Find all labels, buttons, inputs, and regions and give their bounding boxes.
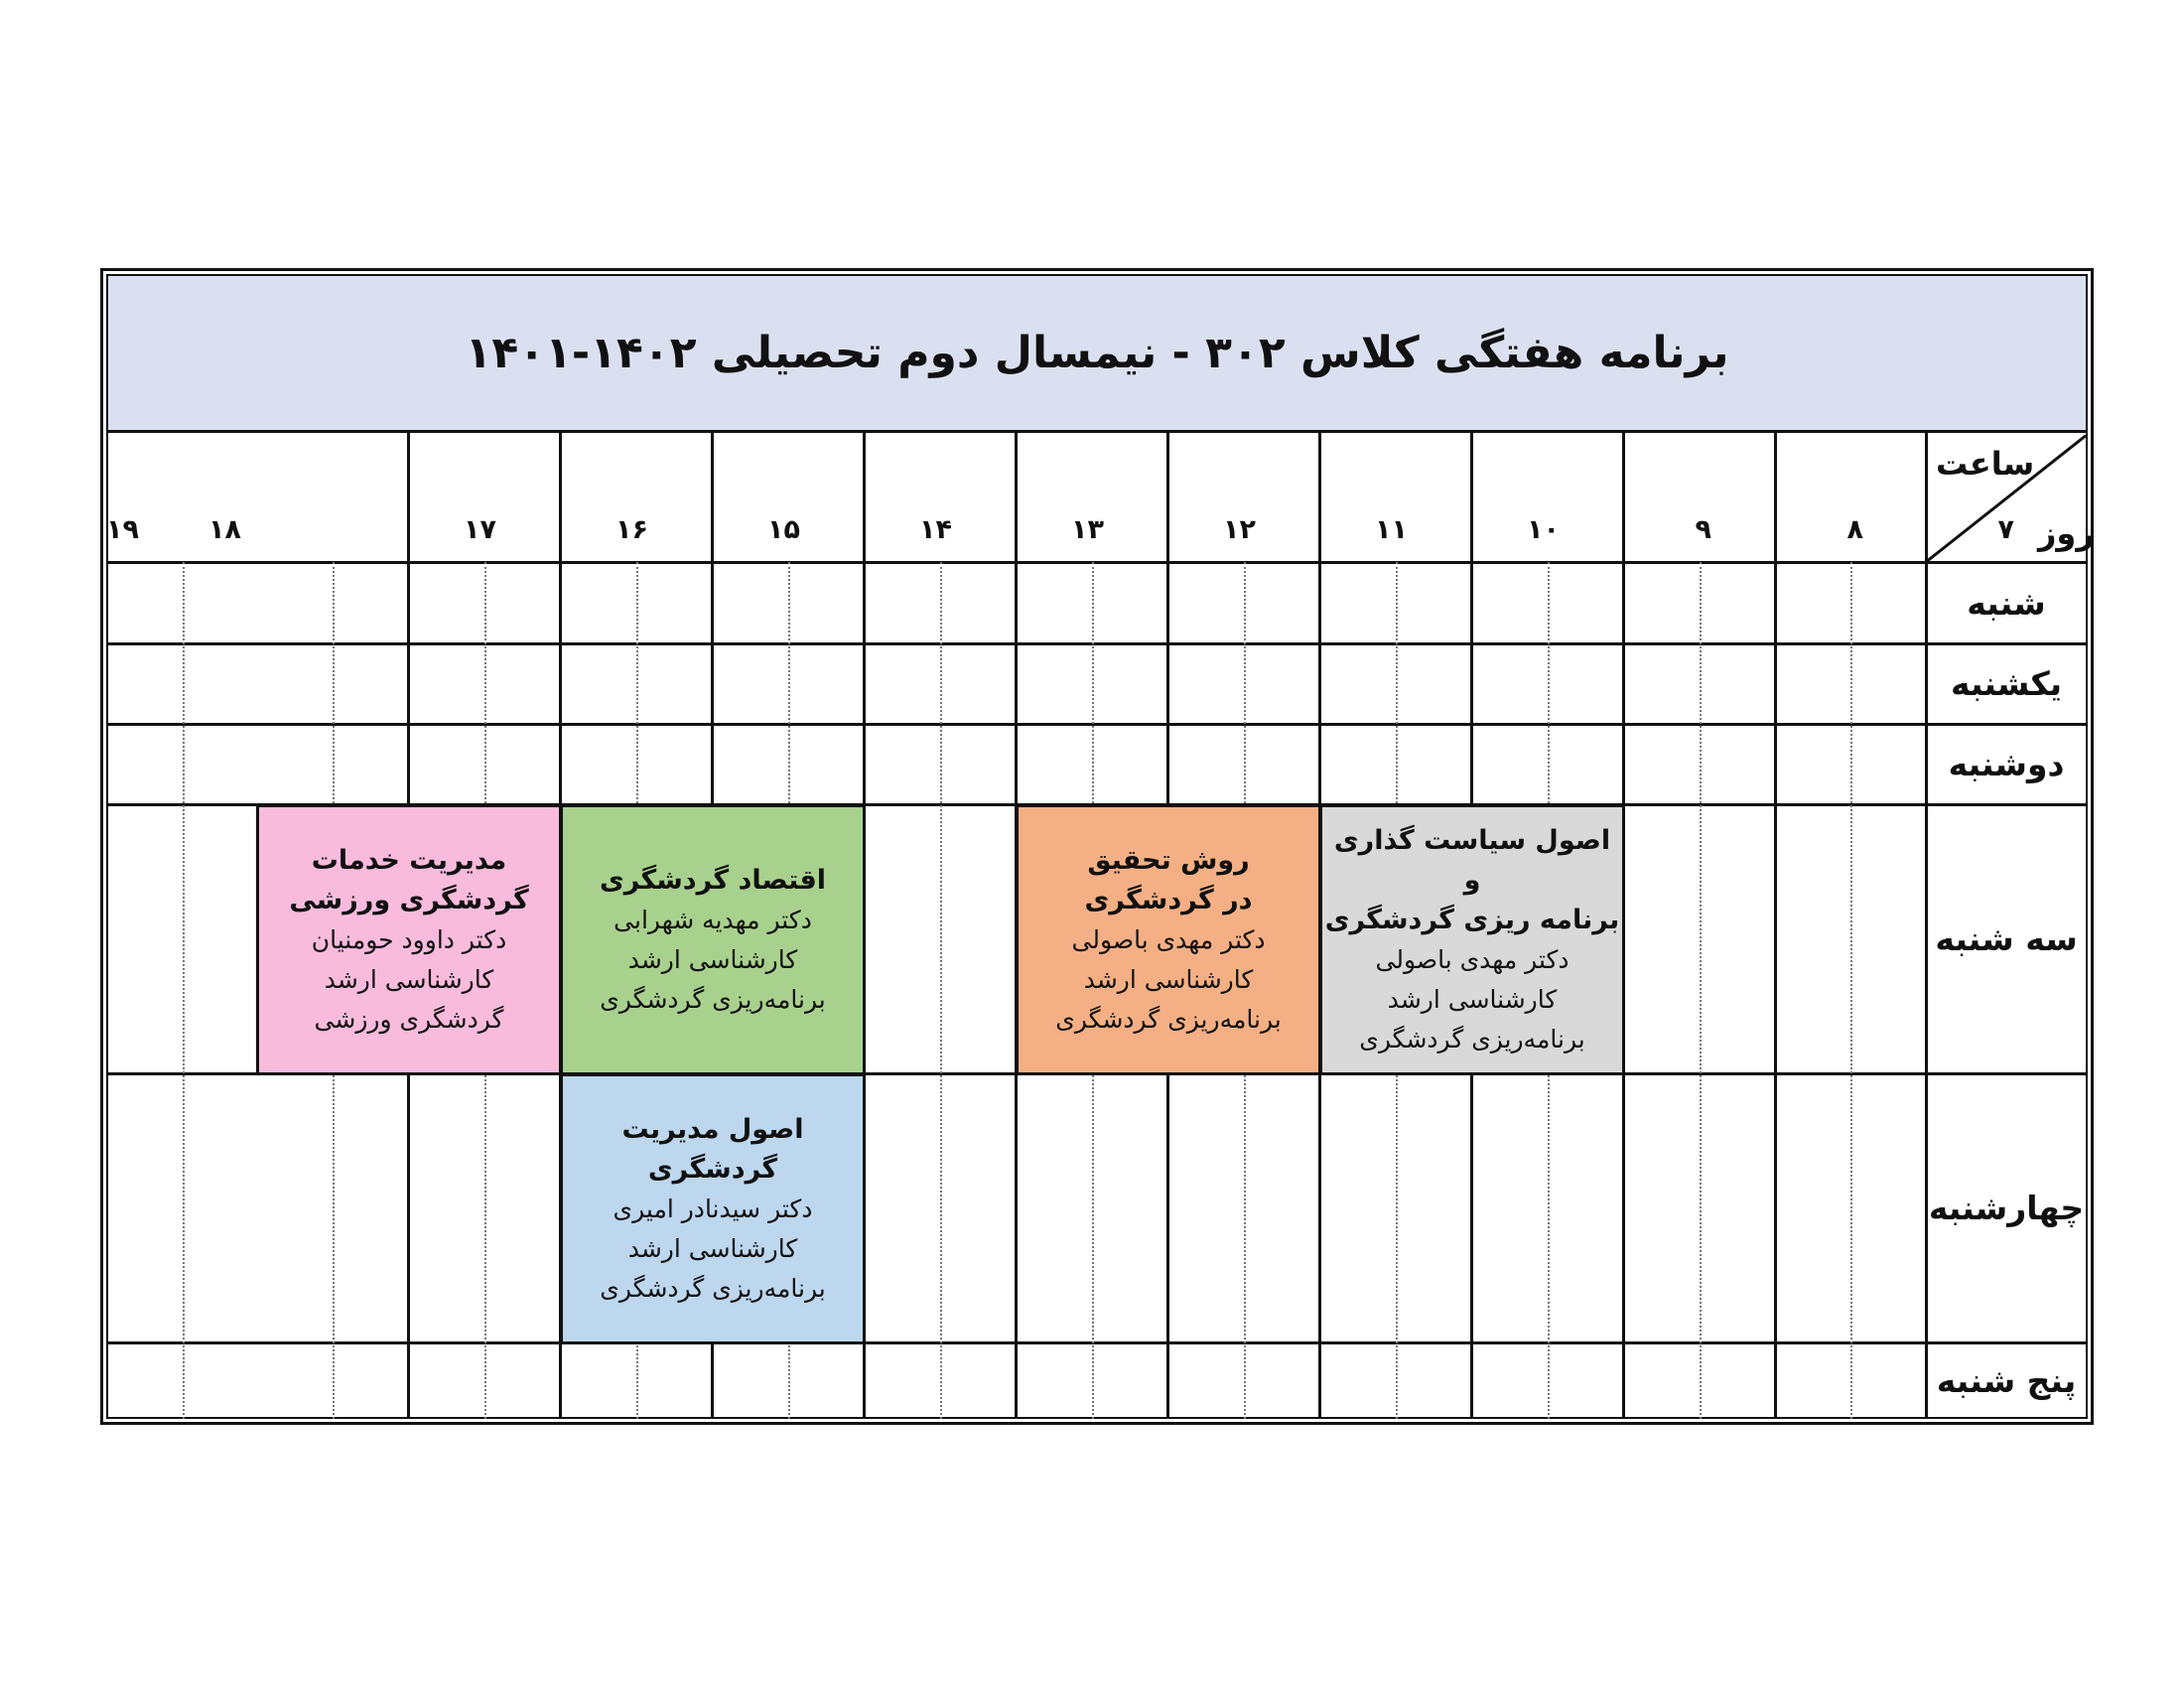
hour-label: ۹ <box>1695 514 1711 545</box>
course-teacher: دکتر مهدی باصولی <box>1071 924 1266 954</box>
course-block <box>560 1073 866 1344</box>
hour-label: ۱۰ <box>1527 514 1560 545</box>
course-field: برنامه‌ریزی گردشگری <box>600 984 826 1014</box>
course-name: برنامه ریزی گردشگری <box>1324 904 1620 935</box>
header-col-rule <box>1470 433 1473 562</box>
course-field: برنامه‌ریزی گردشگری <box>1359 1024 1585 1054</box>
hour-label: ۸ <box>1846 514 1863 545</box>
course-name: در گردشگری <box>1084 884 1253 915</box>
course-level: کارشناسی ارشد <box>1387 984 1558 1014</box>
day-label: یکشنبه <box>1950 664 2063 703</box>
course-name: اقتصاد گردشگری <box>599 864 827 896</box>
header-col-rule <box>863 433 866 562</box>
corner-day-label: روز <box>2038 514 2095 552</box>
hour-label: ۱۳ <box>1071 514 1104 545</box>
header-col-rule <box>711 433 714 562</box>
course-name: روش تحقیق <box>1087 844 1250 876</box>
course-block <box>256 804 562 1075</box>
course-level: کارشناسی ارشد <box>627 1233 798 1263</box>
course-field: گردشگری ورزشی <box>314 1004 504 1034</box>
header-col-rule <box>407 433 410 562</box>
course-teacher: دکتر سیدنادر امیری <box>613 1194 813 1223</box>
course-field: برنامه‌ریزی گردشگری <box>600 1273 826 1303</box>
header-col-rule <box>1166 433 1169 562</box>
header-col-rule <box>1622 433 1625 562</box>
half-hour-guide <box>183 562 185 1419</box>
course-level: کارشناسی ارشد <box>1083 964 1254 994</box>
row-rule <box>108 723 2087 726</box>
corner-hour-label: ساعت <box>1936 445 2035 483</box>
hour-label: ۱۲ <box>1223 514 1256 545</box>
row-rule <box>108 561 2087 564</box>
course-block <box>560 804 866 1075</box>
hour-label: ۱۸ <box>208 514 241 545</box>
day-label: شنبه <box>1967 583 2046 623</box>
course-block <box>1016 804 1321 1075</box>
half-hour-guide <box>940 562 942 1419</box>
header-col-rule <box>1925 433 1928 562</box>
hour-label: ۱۶ <box>615 514 648 545</box>
title-band <box>108 276 2086 433</box>
hour-label: ۱۱ <box>1375 514 1408 545</box>
course-block <box>1319 804 1625 1075</box>
half-hour-guide <box>1850 562 1852 1419</box>
day-label: چهارشنبه <box>1928 1189 2085 1227</box>
body-col-rule <box>1774 562 1777 1419</box>
course-level: کارشناسی ارشد <box>324 964 494 994</box>
day-label: دوشنبه <box>1948 745 2065 783</box>
header-col-rule <box>1318 433 1321 562</box>
course-name: اصول مدیریت گردشگری <box>621 1113 804 1185</box>
course-field: برنامه‌ریزی گردشگری <box>1055 1004 1282 1034</box>
hour-label: ۱۵ <box>767 514 800 545</box>
course-teacher: دکتر داوود حومنیان <box>311 924 507 954</box>
course-name: اصول سیاست گذاری و <box>1333 824 1611 896</box>
course-teacher: دکتر مهدیه شهرابی <box>614 905 812 934</box>
hour-label: ۱۷ <box>464 514 496 545</box>
header-col-rule <box>1015 433 1018 562</box>
hour-label: ۷ <box>1997 514 2014 545</box>
header-col-rule <box>1774 433 1777 562</box>
course-teacher: دکتر مهدی باصولی <box>1375 944 1570 974</box>
half-hour-guide <box>1700 562 1702 1419</box>
course-level: کارشناسی ارشد <box>627 944 798 974</box>
header-col-rule <box>559 433 562 562</box>
course-name: مدیریت خدمات <box>311 844 507 876</box>
course-name: گردشگری ورزشی <box>289 884 529 915</box>
hour-label: ۱۹ <box>106 514 139 545</box>
row-rule <box>108 1341 2087 1344</box>
row-rule <box>108 642 2087 645</box>
page-title: برنامه هفتگی کلاس ۳۰۲ - نیمسال دوم تحصیلی ۱۴۰۲-۱۴۰۱ <box>465 328 1729 378</box>
day-label: پنج شنبه <box>1936 1361 2077 1400</box>
day-label: سه شنبه <box>1935 919 2078 958</box>
hour-label: ۱۴ <box>919 514 952 545</box>
